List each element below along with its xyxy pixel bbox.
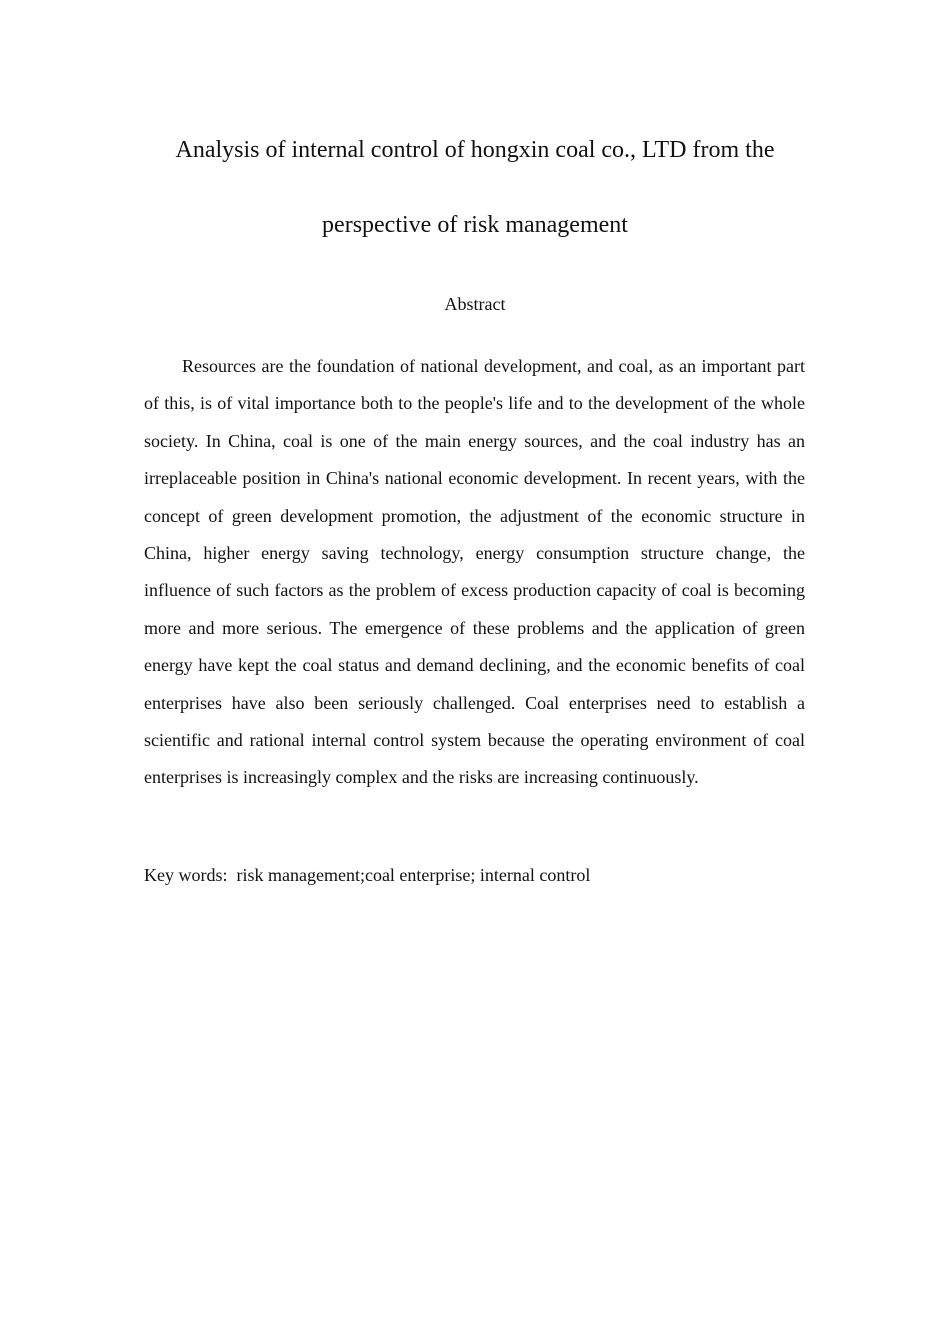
keywords-line: Key words: risk management;coal enterprise; internal control <box>144 865 591 885</box>
abstract-paragraph: Resources are the foundation of national development, and coal, as an important part of this, is of vital importance both to the people's life and to the development of the whole society. In China, coal is one of the main energy sources, and the coal industry has an irreplaceable position in China's national economic development. In recent years, with the concept of green development promotion, the adjustment of the economic structure in China, higher energy saving technology, energy consumption structure change, the influence of such factors as the problem of excess production capacity of coal is becoming more and more serious. The emergence of these problems and the application of green energy have kept the coal status and demand declining, and the economic benefits of coal enterprises have also been seriously challenged. Coal enterprises need to establish a scientific and rational internal control system because the operating environment of coal enterprises is increasingly complex and the risks are increasing continuously. <box>144 356 805 788</box>
abstract-heading: Abstract <box>444 294 506 314</box>
document-title-line-2: perspective of risk management <box>322 212 628 238</box>
document-title-line-1: Analysis of internal control of hongxin coal co., LTD from the <box>175 137 775 163</box>
